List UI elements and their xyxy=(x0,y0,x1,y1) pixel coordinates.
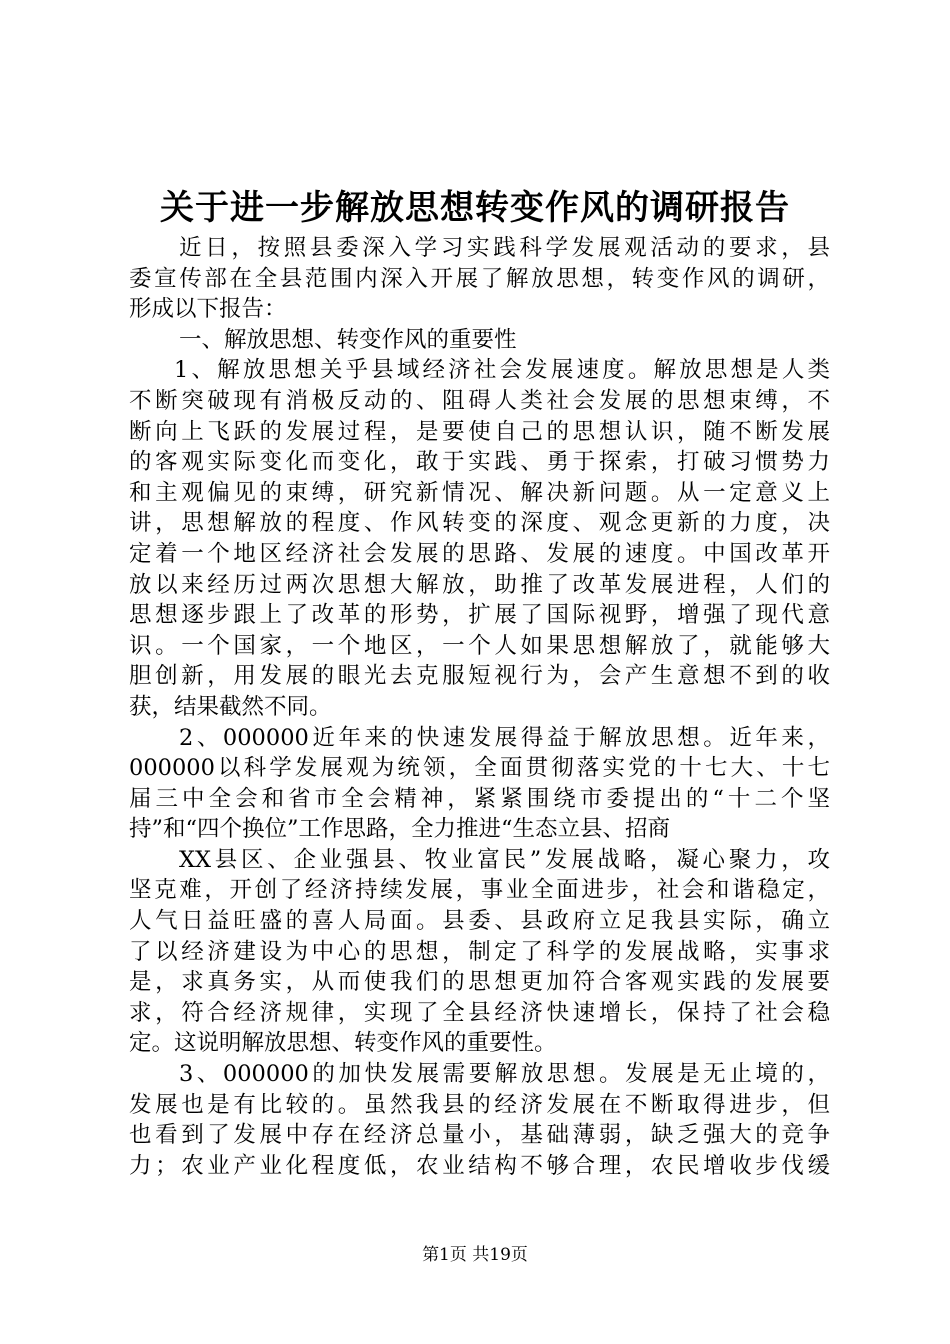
document-title: 关于进一步解放思想转变作风的调研报告 xyxy=(160,188,790,228)
body-line: 获，结果截然不同。 xyxy=(129,693,332,720)
body-line: 胆创新，用发展的眼光去克服短视行为，会产生意想不到的收 xyxy=(129,663,830,690)
body-line: 000000以科学发展观为统领，全面贯彻落实党的十七大、十七 xyxy=(129,755,830,782)
body-line: 1、解放思想关乎县域经济社会发展速度。解放思想是人类 xyxy=(174,357,830,384)
body-line: 形成以下报告： xyxy=(129,296,287,323)
body-line: 放以来经历过两次思想大解放，助推了改革发展进程，人们的 xyxy=(129,571,830,598)
body-line: 了以经济建设为中心的思想，制定了科学的发展战略，实事求 xyxy=(129,938,830,965)
body-line: 定着一个地区经济社会发展的思路、发展的速度。中国改革开 xyxy=(129,540,830,567)
body-line: 断向上飞跃的发展过程，是要使自己的思想认识，随不断发展 xyxy=(129,418,830,445)
body-line: 思想逐步跟上了改革的形势，扩展了国际视野，增强了现代意 xyxy=(129,602,830,629)
body-line: 持”和“四个换位”工作思路，全力推进“生态立县、招商 xyxy=(129,816,671,843)
body-line: 人气日益旺盛的喜人局面。县委、县政府立足我县实际，确立 xyxy=(129,908,830,935)
page-number: 第1页 共19页 xyxy=(422,1245,528,1265)
document-body xyxy=(129,233,830,1181)
body-line: 识。一个国家，一个地区，一个人如果思想解放了，就能够大 xyxy=(129,632,830,659)
body-line: 是，求真务实，从而使我们的思想更加符合客观实践的发展要 xyxy=(129,969,830,996)
body-line: 定。这说明解放思想、转变作风的重要性。 xyxy=(129,1030,557,1057)
body-line: 近日，按照县委深入学习实践科学发展观活动的要求，县 xyxy=(179,235,830,261)
body-line: 不断突破现有消极反动的、阻碍人类社会发展的思想束缚，不 xyxy=(129,387,830,414)
body-line: 坚克难，开创了经济持续发展，事业全面进步，社会和谐稳定， xyxy=(129,877,830,904)
body-line: 的客观实际变化而变化，敢于实践、勇于探索，打破习惯势力 xyxy=(129,449,830,476)
body-line: 3、000000的加快发展需要解放思想。发展是无止境的， xyxy=(179,1061,830,1088)
body-line: 和主观偏见的束缚，研究新情况、解决新问题。从一定意义上 xyxy=(129,479,830,506)
body-line: 2、000000近年来的快速发展得益于解放思想。近年来， xyxy=(179,724,830,751)
body-line: 力；农业产业化程度低，农业结构不够合理，农民增收步伐缓 xyxy=(129,1152,830,1179)
body-line: 发展也是有比较的。虽然我县的经济发展在不断取得进步，但 xyxy=(129,1091,830,1118)
body-line: 届三中全会和省市全会精神，紧紧围绕市委提出的“十二个坚 xyxy=(129,785,830,812)
body-line: 求，符合经济规律，实现了全县经济快速增长，保持了社会稳 xyxy=(129,999,830,1026)
body-line: 也看到了发展中存在经济总量小，基础薄弱，缺乏强大的竞争 xyxy=(129,1122,830,1149)
body-line: 委宣传部在全县范围内深入开展了解放思想，转变作风的调研， xyxy=(129,265,830,292)
section-heading: 一、解放思想、转变作风的重要性 xyxy=(179,326,517,353)
body-line: XX县区、企业强县、牧业富民”发展战略，凝心聚力，攻 xyxy=(179,846,830,873)
body-line: 讲，思想解放的程度、作风转变的深度、观念更新的力度，决 xyxy=(129,510,830,537)
